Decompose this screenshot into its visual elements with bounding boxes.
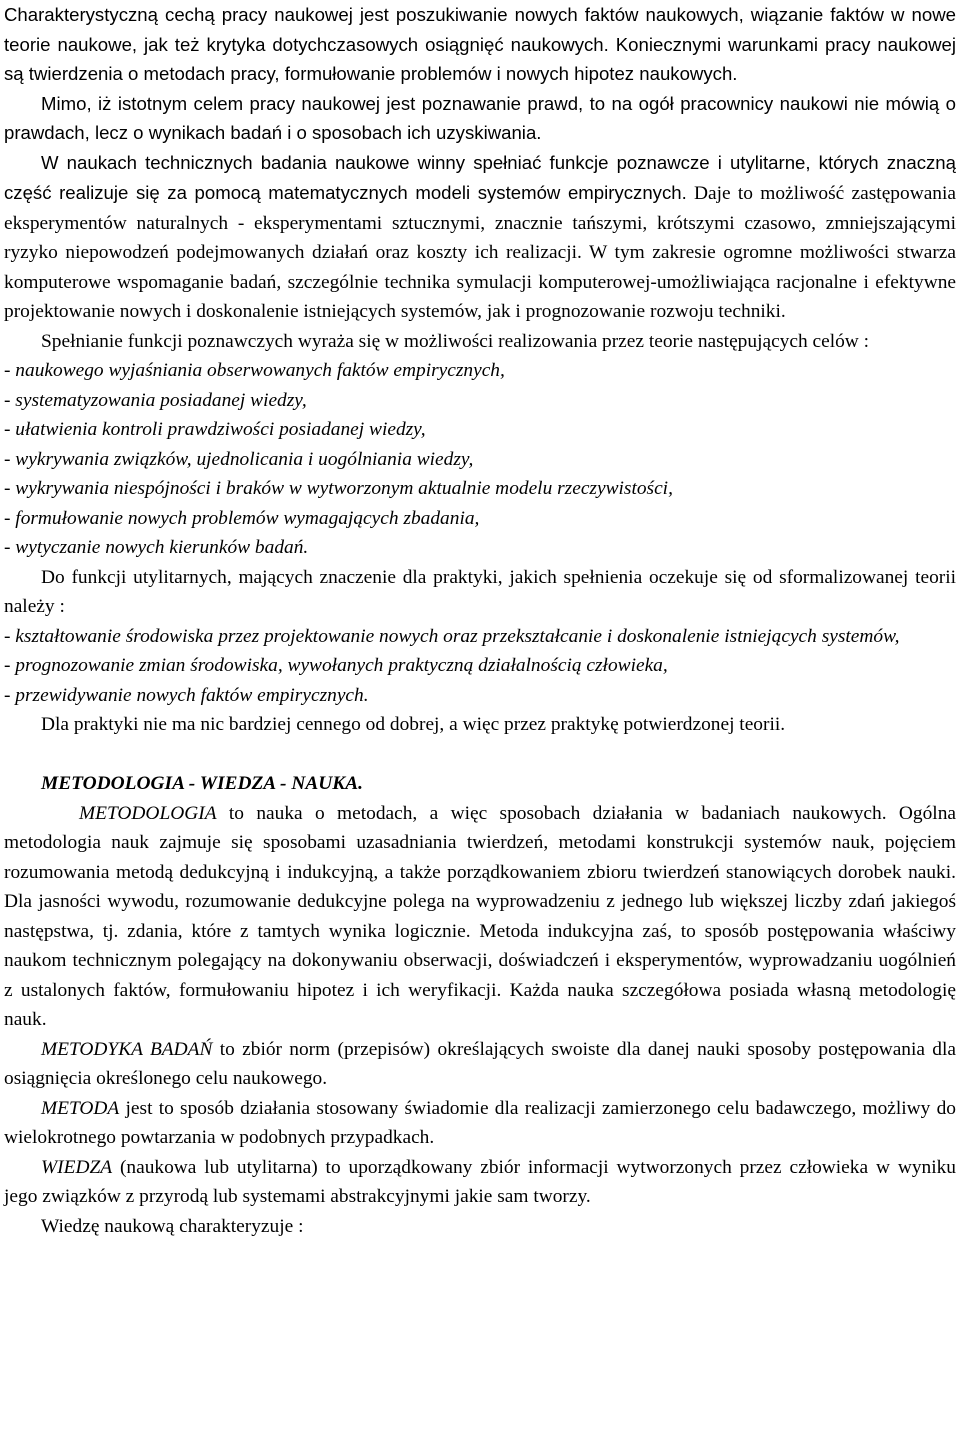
- term-wiedza: WIEDZA: [41, 1156, 113, 1178]
- list-item: - wytyczanie nowych kierunków badań.: [4, 537, 309, 558]
- list-item: - systematyzowania posiadanej wiedzy,: [4, 389, 307, 411]
- list-item: - wykrywania niespójności i braków w wytworzonym aktualnie modelu rzeczywistości,: [4, 478, 673, 499]
- paragraph-practice: Dla praktyki nie ma nic bardziej cennego od dobrej, a więc przez praktykę potwierdzonej teorii.: [41, 714, 786, 735]
- term-metoda: METODA: [41, 1097, 120, 1119]
- definition-metodologia: to nauka o metodach, a więc sposobach działania w badaniach naukowych. Ogólna metodologia nauk zajmuje się sposobami uzasadniania twierdzeń, metodami konstrukcji systemów nauk, pojęciem rozumowania metodą dedukcyjną i indukcyjną, a także porządkowaniem zbioru twierdzeń stanowiących dorobek nauki. Dla jasności wywodu, rozumowanie dedukcyjne polega na wyprowadzeniu z jednego lub większej liczby zdań jakiegoś następstwa, tj. zdania, które z tamtych wynika logicznie. Metoda indukcyjna zaś, to sposób postępowania właściwy naukom technicznym polegający na dokonywaniu obserwacji, doświadczeń i eksperymentów, wyprowadzaniu uogólnień z ustalonych faktów, formułowaniu hipotez i ich weryfikacji. Każda nauka szczegółowa posiada własną metodologię nauk.: [4, 802, 956, 1030]
- cognitive-goals-list: [4, 356, 956, 563]
- paragraph-metodyka: [4, 1035, 956, 1094]
- term-metodologia: METODOLOGIA: [79, 802, 217, 824]
- list-item: - naukowego wyjaśniania obserwowanych faktów empirycznych,: [4, 360, 505, 381]
- paragraph-intro: Charakterystyczną cechą pracy naukowej jest poszukiwanie nowych faktów naukowych, wiązanie faktów w nowe teorie naukowe, jak też krytyka dotychczasowych osiągnięć naukowych. Koniecznymi warunkami pracy naukowej są twierdzenia o metodach pracy, formułowanie problemów i nowych hipotez naukowych.: [4, 4, 956, 84]
- paragraph-truth: Mimo, iż istotnym celem pracy naukowej jest poznawanie prawd, to na ogół pracownicy naukowi nie mówią o prawdach, lecz o wynikach badań i o sposobach ich uzyskiwania.: [4, 92, 956, 143]
- paragraph-wiedza: [4, 1153, 956, 1212]
- utilitarian-goals-list: [4, 622, 956, 711]
- paragraph-technical-sciences-part1: W naukach technicznych badania naukowe winny spełniać funkcje poznawcze i utylitarne, których znaczną część realizuje się za pomocą matematycznych modeli systemów empirycznych.: [4, 151, 956, 203]
- paragraph-methodology: [4, 799, 956, 1035]
- list-item: - wykrywania związków, ujednolicania i uogólniania wiedzy,: [4, 448, 474, 470]
- paragraph-utilitarian-functions: Do funkcji utylitarnych, mających znaczenie dla praktyki, jakich spełnienia oczekuje się od sformalizowanej teorii należy :: [4, 566, 956, 617]
- list-item: - formułowanie nowych problemów wymagających zbadania,: [4, 507, 480, 529]
- list-item: - przewidywanie nowych faktów empirycznych.: [4, 684, 369, 706]
- paragraph-technical-sciences-part2: Daje to możliwość zastępowania eksperymentów naturalnych - eksperymentami sztucznymi, znacznie tańszymi, krótszymi czasowo, zmniejszającymi ryzyko niepowodzeń podejmowanych działań oraz koszty ich realizacji. W tym zakresie ogromne możliwości stwarza komputerowe wspomaganie badań, szczególnie technika symulacji komputerowej-umożliwiająca racjonalne i efektywne projektowanie nowych i doskonalenie istniejących systemów, jak i prognozowanie rozwoju techniki.: [4, 183, 956, 322]
- definition-metoda: jest to sposób działania stosowany świadomie dla realizacji zamierzonego celu badawczego, możliwy do wielokrotnego powtarzania w podobnych przypadkach.: [4, 1097, 956, 1148]
- paragraph-technical-sciences: [4, 148, 956, 327]
- section-heading: METODOLOGIA - WIEDZA - NAUKA.: [41, 773, 363, 794]
- definition-wiedza: (naukowa lub utylitarna) to uporządkowany zbiór informacji wytworzonych przez człowieka w wyniku jego związków z przyrodą lub systemami abstrakcyjnymi jakie sam tworzy.: [4, 1156, 956, 1207]
- list-item: - kształtowanie środowiska przez projektowanie nowych oraz przekształcanie i doskonalenie istniejących systemów,: [4, 625, 900, 647]
- list-item: - ułatwienia kontroli prawdziwości posiadanej wiedzy,: [4, 419, 426, 440]
- list-item: - prognozowanie zmian środowiska, wywołanych praktyczną działalnością człowieka,: [4, 655, 668, 676]
- document-page: [4, 0, 956, 1241]
- section-gap: [4, 740, 956, 770]
- paragraph-cognitive-functions: Spełnianie funkcji poznawczych wyraża się w możliwości realizowania przez teorie następujących celów :: [41, 330, 870, 352]
- definition-metodyka: to zbiór norm (przepisów) określających swoiste dla danej nauki sposoby postępowania dla osiągnięcia określonego celu naukowego.: [4, 1038, 956, 1089]
- paragraph-metoda: [4, 1094, 956, 1153]
- paragraph-last-line: Wiedzę naukową charakteryzuje :: [41, 1215, 304, 1237]
- term-metodyka: METODYKA BADAŃ: [41, 1038, 213, 1060]
